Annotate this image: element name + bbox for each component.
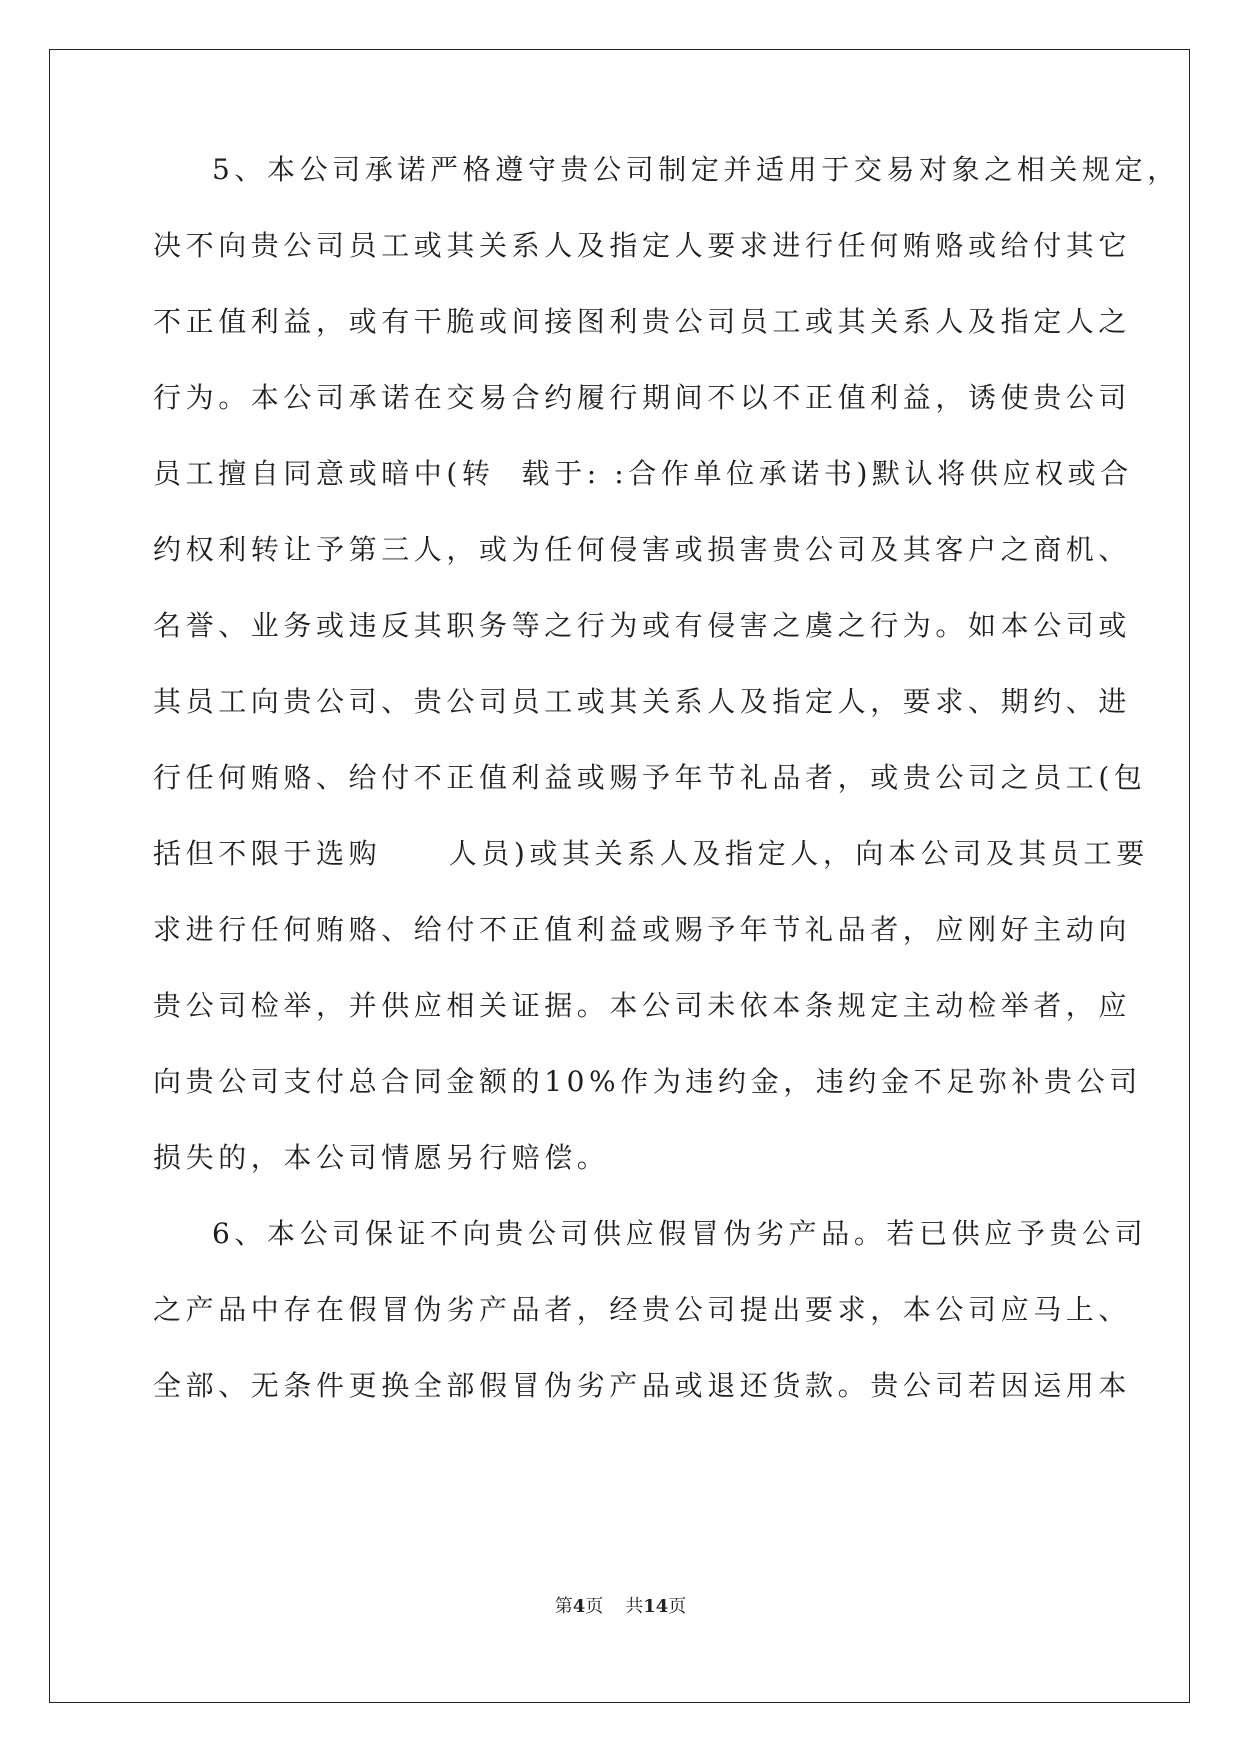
text-line: 之产品中存在假冒伪劣产品者，经贵公司提出要求，本公司应马上、 xyxy=(153,1293,1132,1326)
total-pages: 14 xyxy=(643,1596,669,1617)
text-line: 约权利转让予第三人，或为任何侵害或损害贵公司及其客户之商机、 xyxy=(153,533,1132,566)
page-prefix: 第 xyxy=(554,1596,573,1617)
text-line: 损失的，本公司情愿另行赔偿。 xyxy=(153,1141,610,1174)
text-line: 不正值利益，或有干脆或间接图利贵公司员工或其关系人及指定人之 xyxy=(153,305,1132,338)
page-suffix: 页 xyxy=(585,1596,604,1617)
text-line: 全部、无条件更换全部假冒伪劣产品或退还货款。贵公司若因运用本 xyxy=(153,1369,1132,1402)
text-line: 括但不限于选购 人员)或其关系人及指定人，向本公司及其员工要 xyxy=(153,837,1149,870)
text-line: 5、本公司承诺严格遵守贵公司制定并适用于交易对象之相关规定， xyxy=(212,153,1180,186)
text-line: 行为。本公司承诺在交易合约履行期间不以不正值利益，诱使贵公司 xyxy=(153,381,1132,414)
text-line: 向贵公司支付总合同金额的10%作为违约金，违约金不足弥补贵公司 xyxy=(153,1065,1142,1098)
text-line: 行任何贿赂、给付不正值利益或赐予年节礼品者，或贵公司之员工(包 xyxy=(153,761,1147,794)
text-line: 6、本公司保证不向贵公司供应假冒伪劣产品。若已供应予贵公司 xyxy=(212,1217,1148,1250)
text-line: 求进行任何贿赂、给付不正值利益或赐予年节礼品者，应刚好主动向 xyxy=(153,913,1132,946)
page-number: 4 xyxy=(572,1596,586,1617)
text-line: 员工擅自同意或暗中(转 载于: :合作单位承诺书)默认将供应权或合 xyxy=(153,457,1133,490)
page-border xyxy=(49,49,1190,1703)
text-line: 贵公司检举，并供应相关证据。本公司未依本条规定主动检举者，应 xyxy=(153,989,1132,1022)
total-prefix: 共 xyxy=(625,1596,644,1617)
total-suffix: 页 xyxy=(668,1596,687,1617)
page-footer xyxy=(0,1595,1241,1619)
text-line: 决不向贵公司员工或其关系人及指定人要求进行任何贿赂或给付其它 xyxy=(153,229,1132,262)
text-line: 名誉、业务或违反其职务等之行为或有侵害之虞之行为。如本公司或 xyxy=(153,609,1132,642)
text-line: 其员工向贵公司、贵公司员工或其关系人及指定人，要求、期约、进 xyxy=(153,685,1132,718)
